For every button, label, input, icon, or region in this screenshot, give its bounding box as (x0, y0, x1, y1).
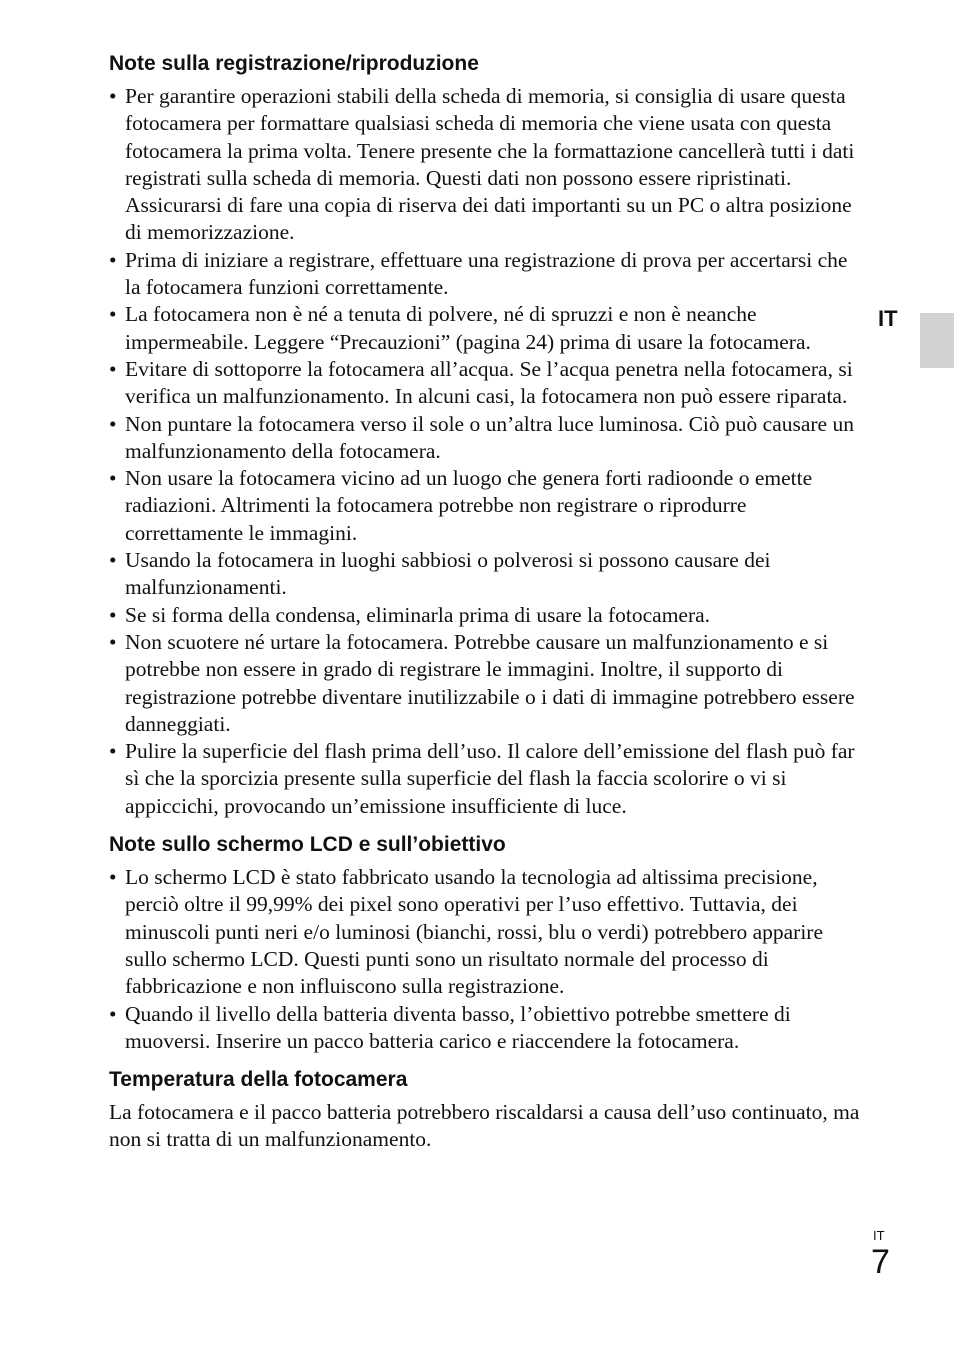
section-heading: Note sullo schermo LCD e sull’obiettivo (109, 833, 506, 857)
list-item: • Evitare di sottoporre la fotocamera all’acqua. Se l’acqua penetra nella fotocamera, si verifica un malfunzionamento. In alcuni casi, la fotocamera non può essere riparata. (109, 356, 861, 411)
list-item: • Quando il livello della batteria diventa basso, l’obiettivo potrebbe smettere di muoversi. Inserire un pacco batteria carico e riaccendere la fotocamera. (109, 1001, 861, 1056)
list-item: • Per garantire operazioni stabili della scheda di memoria, si consiglia di usare questa fotocamera per formattare qualsiasi scheda di memoria che viene usata con questa fotocamera la prima volta. Tenere presente che la formattazione cancellerà tutti i dati registrati sulla scheda di memoria. Questi dati non possono essere ripristinati. Assicurarsi di fare una copia di riserva dei dati importanti su un PC o altra posizione di memorizzazione. (109, 83, 861, 247)
page-number: 7 (871, 1243, 890, 1281)
list-item: • Non puntare la fotocamera verso il sole o un’altra luce luminosa. Ciò può causare un malfunzionamento della fotocamera. (109, 411, 861, 466)
section-recording-notes (109, 50, 861, 820)
list-item: • Usando la fotocamera in luoghi sabbiosi o polverosi si possono causare dei malfunzionamenti. (109, 547, 861, 602)
list-item: • Se si forma della condensa, eliminarla prima di usare la fotocamera. (109, 602, 861, 629)
section-lcd-lens-notes (109, 831, 861, 1055)
language-tab-label: IT (878, 306, 898, 331)
bullet-list (109, 83, 861, 820)
page-content (109, 50, 861, 1154)
body-paragraph: La fotocamera e il pacco batteria potrebbero riscaldarsi a causa dell’uso continuato, ma non si tratta di un malfunzionamento. (109, 1100, 860, 1152)
list-item: • Lo schermo LCD è stato fabbricato usando la tecnologia ad altissima precisione, perciò oltre il 99,99% dei pixel sono operativi per l’uso effettivo. Tuttavia, dei minuscoli punti neri e/o luminosi (bianchi, rossi, blu o verdi) potrebbero apparire sullo schermo LCD. Questi punti sono un risultato normale del processo di fabbricazione e non influiscono sulla registrazione. (109, 864, 861, 1000)
bullet-list (109, 864, 861, 1055)
list-item: • Non usare la fotocamera vicino ad un luogo che genera forti radioonde o emette radiazioni. Altrimenti la fotocamera potrebbe non registrare o riprodurre correttamente le immagini. (109, 465, 861, 547)
section-camera-temperature (109, 1066, 861, 1154)
section-heading: Note sulla registrazione/riproduzione (109, 52, 479, 75)
footer-language: IT (873, 1228, 885, 1243)
list-item: • Prima di iniziare a registrare, effettuare una registrazione di prova per accertarsi che la fotocamera funzioni correttamente. (109, 247, 861, 302)
section-heading: Temperatura della fotocamera (109, 1068, 408, 1092)
list-item: • Non scuotere né urtare la fotocamera. Potrebbe causare un malfunzionamento e si potrebbe non essere in grado di registrare le immagini. Inoltre, il supporto di registrazione potrebbe diventare inutilizzabile o i dati di immagine potrebbero essere danneggiati. (109, 629, 861, 738)
language-tab-marker (920, 313, 954, 368)
list-item: • La fotocamera non è né a tenuta di polvere, né di spruzzi e non è neanche impermeabile. Leggere “Precauzioni” (pagina 24) prima di usare la fotocamera. (109, 301, 861, 356)
list-item: • Pulire la superficie del flash prima dell’uso. Il calore dell’emissione del flash può far sì che la sporcizia presente sulla superficie del flash la faccia scolorire o vi si appiccichi, provocando un’emissione insufficiente di luce. (109, 738, 861, 820)
